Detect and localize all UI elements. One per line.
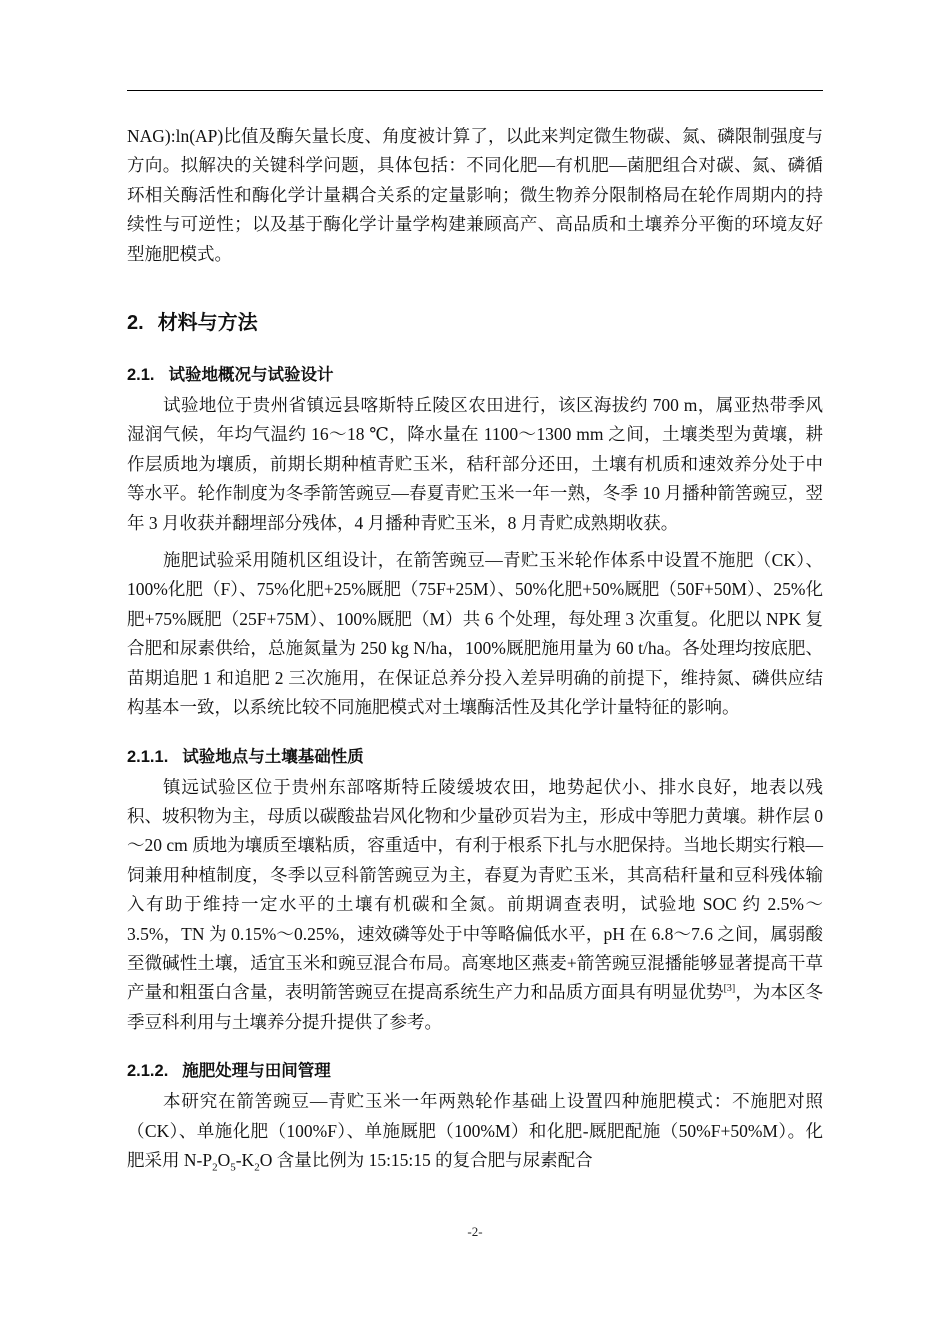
section-title: 试验地点与土壤基础性质 — [182, 747, 364, 766]
paragraph-text: O 含量比例为 15:15:15 的复合肥与尿素配合 — [259, 1149, 593, 1170]
formula-text: O — [217, 1149, 231, 1170]
section-number: 2. — [127, 312, 144, 335]
paragraph-text: 镇远试验区位于贵州东部喀斯特丘陵缓坡农田，地势起伏小、排水良好，地表以残积、坡积物为主，母质以碳酸盐岩风化物和少量砂页岩为主，形成中等肥力黄壤。耕作层 0～20 cm 质地为壤质至壤粘质，容重适中，有利于根系下扎与水肥保持。当地长期实行粮—饲兼用种植制度，冬季以豆科箭筈豌豆为主，春夏为青贮玉米，其高秸秆量和豆科残体输入有助于维持一定水平的土壤有机碳和全氮。前期调查表明，试验地 SOC 约 2.5%～3.5%，TN 为 0.15%～0.25%，速效磷等处于中等略偏低水平，pH 在 6.8～7.6 之间，属弱酸至微碱性土壤，适宜玉米和豌豆混合布局。高寒地区燕麦+箭筈豌豆混播能够显著提高干草产量和粗蛋白含量，表明箭筈豌豆在提高系统生产力和品质方面具有明显优势 — [127, 776, 823, 1003]
paragraph-2-1-design: 施肥试验采用随机区组设计，在箭筈豌豆—青贮玉米轮作体系中设置不施肥（CK）、100%化肥（F）、75%化肥+25%厩肥（75F+25M）、50%化肥+50%厩肥（50F+50M）、25%化肥+75%厩肥（25F+75M）、100%厩肥（M）共 6 个处理，每处理 3 次重复。化肥以 NPK 复合肥和尿素供给，总施氮量为 250 kg N/ha，100%厩肥施用量为 60 t/ha。各处理均按底肥、苗期追肥 1 和追肥 2 三次施用，在保证总养分投入差异明确的前提下，维持氮、磷供应结构基本一致，以系统比较不同施肥模式对土壤酶活性及其化学计量特征的影响。 — [127, 550, 823, 718]
citation-reference[interactable]: [3] — [723, 983, 736, 995]
section-number: 2.1.1. — [127, 747, 169, 766]
paragraph-2-1-1-soil — [127, 773, 823, 1038]
section-number: 2.1. — [127, 366, 155, 385]
paragraph-text: ，为本区冬季豆科利用与土壤养分提升提供了参考。 — [127, 982, 823, 1032]
formula-subscript: 2 — [254, 1161, 260, 1174]
section-number: 2.1.2. — [127, 1062, 169, 1081]
header-rule — [127, 90, 823, 91]
section-title: 材料与方法 — [157, 312, 258, 335]
paragraph-2-1-site: 试验地位于贵州省镇远县喀斯特丘陵区农田进行，该区海拔约 700 m，属亚热带季风湿润气候，年均气温约 16～18 ℃，降水量在 1100～1300 mm 之间，土壤类型为黄壤，耕作层质地为壤质，前期长期种植青贮玉米，秸秆部分还田，土壤有机质和速效养分处于中等水平。轮作制度为冬季箭筈豌豆—春夏青贮玉米一年一熟，冬季 10 月播种箭筈豌豆，翌年 3 月收获并翻埋部分残体，4 月播种青贮玉米，8 月青贮成熟期收获。 — [127, 395, 823, 533]
formula-subscript: 2 — [212, 1161, 218, 1174]
section-heading-2-1-1 — [127, 743, 823, 767]
page-content — [127, 122, 823, 1175]
formula-text: -K — [235, 1149, 255, 1170]
section-heading-2 — [127, 306, 823, 335]
formula-subscript: 5 — [230, 1161, 236, 1174]
page-number: -2- — [467, 1224, 483, 1239]
paragraph-2-1-2-fertilization — [127, 1087, 823, 1175]
intro-paragraph: NAG):ln(AP)比值及酶矢量长度、角度被计算了，以此来判定微生物碳、氮、磷限制强度与方向。拟解决的关键科学问题，具体包括：不同化肥—有机肥—菌肥组合对碳、氮、磷循环相关酶活性和酶化学计量耦合关系的定量影响；微生物养分限制格局在轮作周期内的持续性与可逆性；以及基于酶化学计量学构建兼顾高产、高品质和土壤养分平衡的环境友好型施肥模式。 — [127, 126, 823, 264]
paragraph-text: 本研究在箭筈豌豆—青贮玉米一年两熟轮作基础上设置四种施肥模式：不施肥对照（CK）、单施化肥（100%F）、单施厩肥（100%M）和化肥-厩肥配施（50%F+50%M）。化肥采用 N-P — [127, 1091, 823, 1170]
section-heading-2-1-2 — [127, 1057, 823, 1081]
section-title: 施肥处理与田间管理 — [182, 1062, 331, 1081]
section-heading-2-1 — [127, 361, 823, 385]
section-title: 试验地概况与试验设计 — [168, 366, 334, 385]
